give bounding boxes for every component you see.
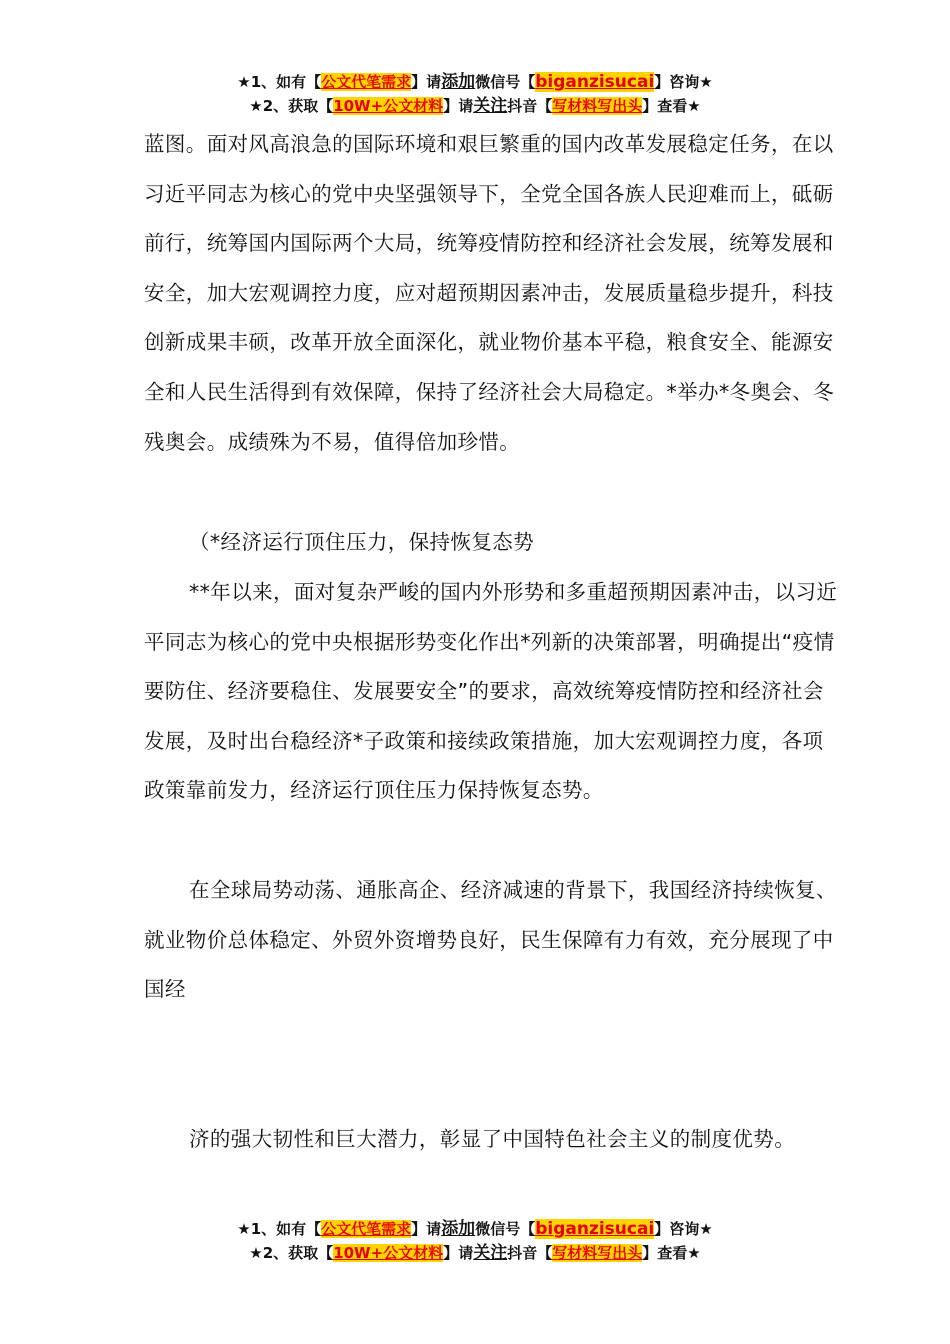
highlight-service: 公文代笔需求 xyxy=(321,73,412,91)
highlight-wechat-id: biganzisucai xyxy=(535,72,655,92)
star-icon: ★ xyxy=(687,97,701,115)
highlight-service: 公文代笔需求 xyxy=(321,1220,412,1238)
star-icon: ★ xyxy=(699,73,713,91)
star-icon: ★ xyxy=(249,97,263,115)
ad-line-2: ★2、获取【10W+公文材料】请关注抖音【写材料写出头】查看★ xyxy=(249,96,701,116)
ad-line-1: ★1、如有【公文代笔需求】请添加微信号【biganzisucai】咨询★ xyxy=(237,72,713,92)
highlight-douyin: 写材料写出头 xyxy=(552,1244,643,1262)
paragraph-1: 蓝图。面对风高浪急的国际环境和艰巨繁重的国内改革发展稳定任务，在以习近平同志为核心的党中央坚强领导下，全党全国各族人民迎难而上，砥砺前行，统筹国内国际两个大局，统筹疫情防控和经济社会发展，统筹发展和安全，加大宏观调控力度，应对超预期因素冲击，发展质量稳步提升，科技创新成果丰硕，改革开放全面深化，就业物价基本平稳，粮食安全、能源安全和人民生活得到有效保障，保持了经济社会大局稳定。*举办*冬奥会、冬残奥会。成绩殊为不易，值得倍加珍惜。 xyxy=(144,132,835,454)
star-icon: ★ xyxy=(699,1220,713,1238)
highlight-materials: 10W+公文材料 xyxy=(333,97,444,115)
star-icon: ★ xyxy=(237,73,251,91)
paragraph-2: **年以来，面对复杂严峻的国内外形势和多重超预期因素冲击，以习近平同志为核心的党中央根据形势变化作出*列新的决策部署，明确提出“疫情要防住、经济要稳住、发展要安全”的要求，高效统筹疫情防控和经济社会发展，及时出台稳经济*子政策和接续政策措施，加大宏观调控力度，各项政策靠前发力，经济运行顶住压力保持恢复态势。 xyxy=(144,580,838,803)
section-heading: （*经济运行顶住压力，保持恢复态势 xyxy=(189,530,535,554)
highlight-wechat-id: biganzisucai xyxy=(535,1219,655,1239)
paragraph-3: 在全球局势动荡、通胀高企、经济减速的背景下，我国经济持续恢复、就业物价总体稳定、外贸外资增势良好，民生保障有力有效，充分展现了中国经 xyxy=(144,878,837,1002)
ad-line-1-bottom: ★1、如有【公文代笔需求】请添加微信号【biganzisucai】咨询★ xyxy=(237,1219,713,1239)
star-icon: ★ xyxy=(237,1220,251,1238)
star-icon: ★ xyxy=(687,1244,701,1262)
paragraph-4: 济的强大韧性和巨大潜力，彰显了中国特色社会主义的制度优势。 xyxy=(189,1127,796,1151)
highlight-douyin: 写材料写出头 xyxy=(552,97,643,115)
star-icon: ★ xyxy=(249,1244,263,1262)
highlight-materials: 10W+公文材料 xyxy=(333,1244,444,1262)
ad-line-2-bottom: ★2、获取【10W+公文材料】请关注抖音【写材料写出头】查看★ xyxy=(249,1243,701,1263)
